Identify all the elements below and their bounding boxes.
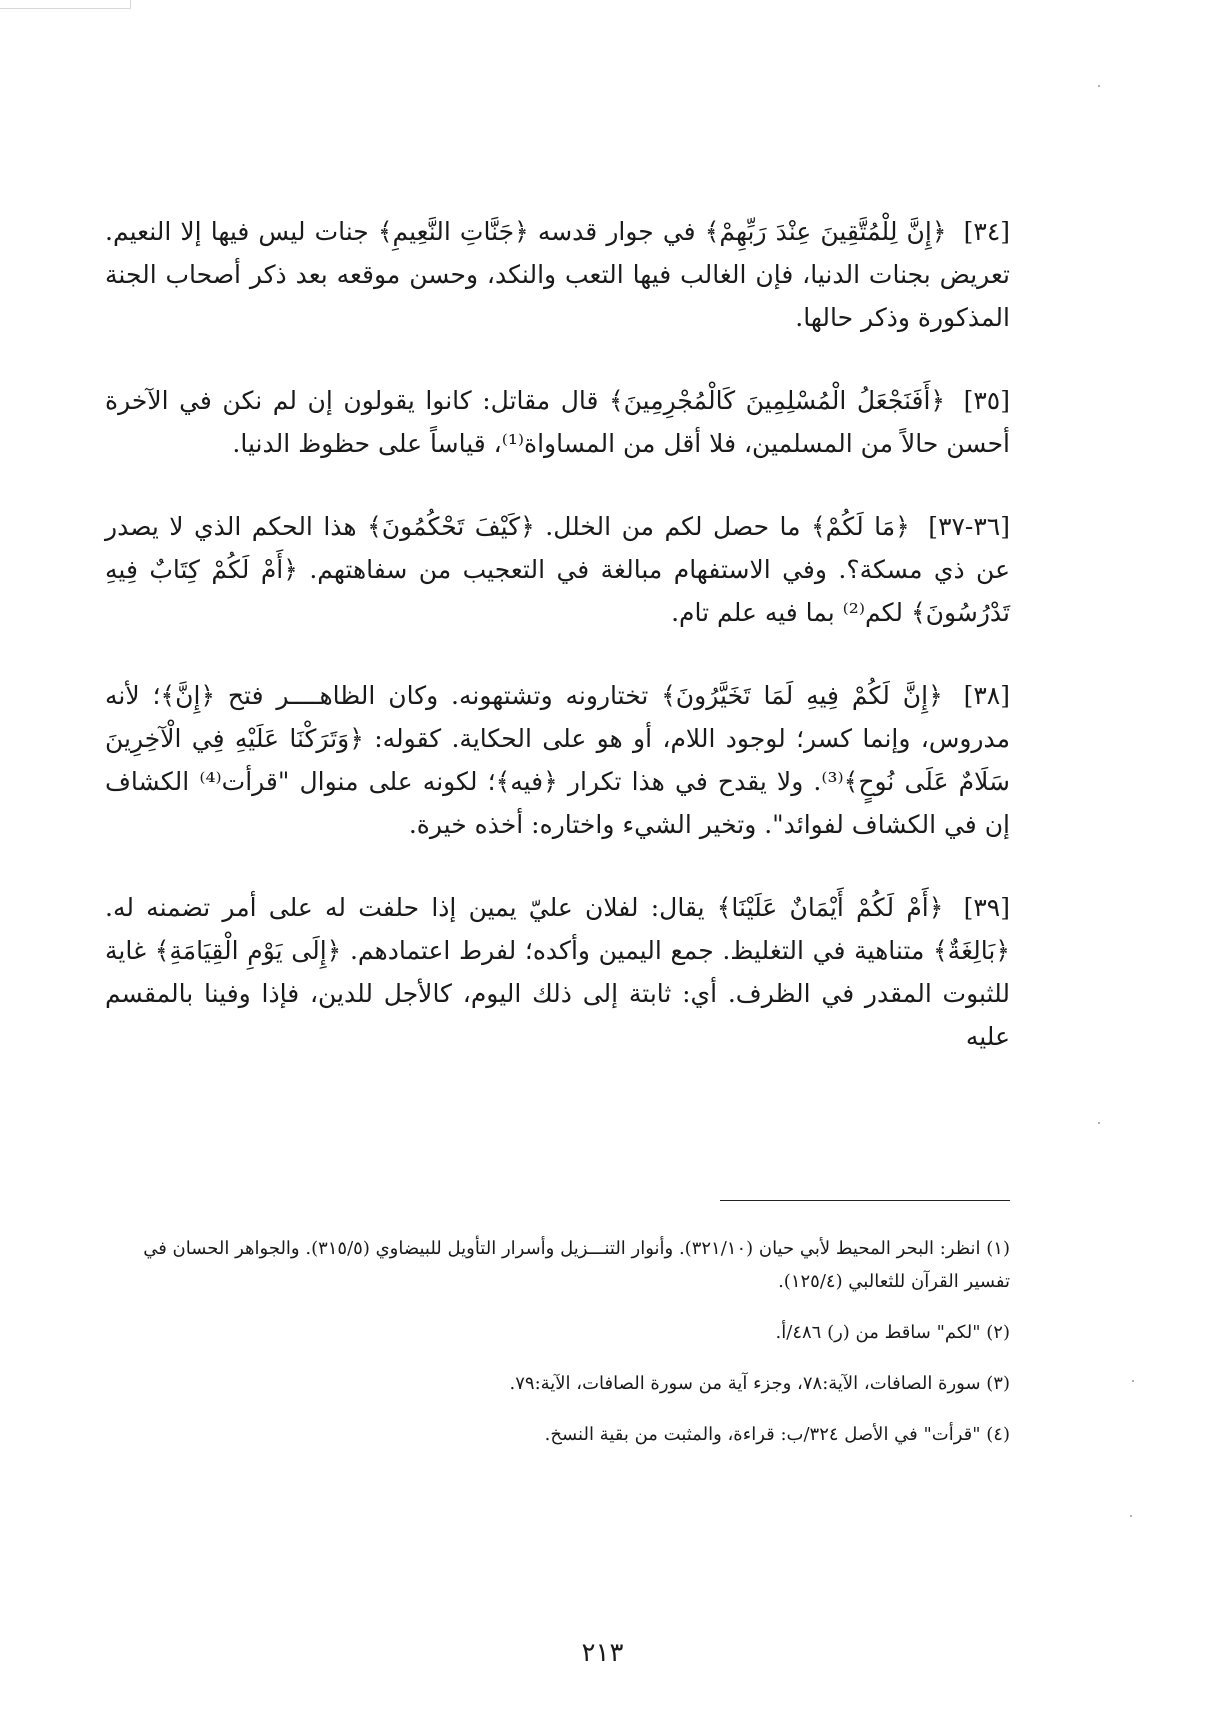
- paragraph-38: [105, 674, 1010, 846]
- scan-speck: [1098, 1122, 1100, 1124]
- paragraph-text: ﴿مَا لَكُمْ﴾ ما حصل لكم من الخلل. ﴿كَيْفَ تَحْكُمُونَ﴾ هذا الحكم الذي لا يصدر عن ذي مسكة؟. وفي الاستفهام مبالغة في التعجيب من سفاهتهم. ﴿أَمْ لَكُمْ كِتَابٌ فِيهِ تَدْرُسُونَ﴾ لكم⁽²⁾ بما فيه علم تام.: [105, 512, 1010, 627]
- footnote-separator: [720, 1200, 1010, 1201]
- scan-speck: [1098, 85, 1100, 87]
- scan-speck: [1130, 1515, 1132, 1517]
- paragraph-text: ﴿أَفَنَجْعَلُ الْمُسْلِمِينَ كَالْمُجْرِمِينَ﴾ قال مقاتل: كانوا يقولون إن لم نكن في الآخرة أحسن حالاً من المسلمين، فلا أقل من المساواة⁽¹⁾، قياساً على حظوظ الدنيا.: [105, 386, 1010, 458]
- footnotes: [105, 1232, 1010, 1469]
- footnote-2: (٢) "لكم" ساقط من (ر) ٤٨٦/أ.: [775, 1322, 1010, 1343]
- scan-speck: [1132, 1380, 1134, 1382]
- paragraph-text: ﴿أَمْ لَكُمْ أَيْمَانٌ عَلَيْنَا﴾ يقال: لفلان عليّ يمين إذا حلفت له على أمر تضمنه له. ﴿بَالِغَةٌ﴾ متناهية في التغليظ. جمع اليمين وأكده؛ لفرط اعتمادهم. ﴿إِلَى يَوْمِ الْقِيَامَةِ﴾ غاية للثبوت المقدر في الظرف. أي: ثابتة إلى ذلك اليوم، كالأجل للدين، فإذا وفينا بالمقسم عليه: [105, 893, 1010, 1051]
- footnote-4: (٤) "قرأت" في الأصل ٣٢٤/ب: قراءة، والمثبت من بقية النسخ.: [544, 1424, 1010, 1445]
- verse-number: [٣٩]: [963, 893, 1010, 922]
- footnote-3: (٣) سورة الصافات، الآية:٧٨، وجزء آية من سورة الصافات، الآية:٧٩.: [509, 1373, 1010, 1394]
- page-number: ٢١٣: [581, 1638, 624, 1668]
- main-text: [105, 210, 1010, 1098]
- paragraph-34: [105, 210, 1010, 339]
- footnote-1: (١) انظر: البحر المحيط لأبي حيان (٣٢١/١٠). وأنوار التنـــزيل وأسرار التأويل للبيضاوي (٣١٥/٥). والجواهر الحسان في تفسير القرآن للثعالبي (١٢٥/٤).: [143, 1238, 1010, 1292]
- verse-number: [٣٥]: [963, 386, 1010, 415]
- paragraph-36-37: [105, 505, 1010, 634]
- paragraph-text: ﴿إِنَّ لَكُمْ فِيهِ لَمَا تَخَيَّرُونَ﴾ تختارونه وتشتهونه. وكان الظاهــــر فتح ﴿إِنَّ﴾؛ لأنه مدروس، وإنما كسر؛ لوجود اللام، أو هو على الحكاية. كقوله: ﴿وَتَرَكْنَا عَلَيْهِ فِي الْآخِرِينَ سَلَامٌ عَلَى نُوحٍ﴾⁽³⁾. ولا يقدح في هذا تكرار ﴿فيه﴾؛ لكونه على منوال "قرأت⁽⁴⁾ الكشاف إن في الكشاف لفوائد". وتخير الشيء واختاره: أخذه خيرة.: [105, 681, 1010, 839]
- paragraph-text: ﴿إِنَّ لِلْمُتَّقِينَ عِنْدَ رَبِّهِمْ﴾ في جوار قدسه ﴿جَنَّاتِ النَّعِيمِ﴾ جنات ليس فيها إلا النعيم. تعريض بجنات الدنيا، فإن الغالب فيها التعب والنكد، وحسن موقعه بعد ذكر أصحاب الجنة المذكورة وذكر حالها.: [105, 217, 1010, 332]
- verse-number: [٣٤]: [963, 217, 1011, 246]
- page-corner-mark: [0, 0, 131, 9]
- verse-number: [٣٨]: [963, 681, 1010, 710]
- verse-number: [٣٦-٣٧]: [928, 512, 1010, 541]
- paragraph-39: [105, 886, 1010, 1058]
- paragraph-35: [105, 379, 1010, 465]
